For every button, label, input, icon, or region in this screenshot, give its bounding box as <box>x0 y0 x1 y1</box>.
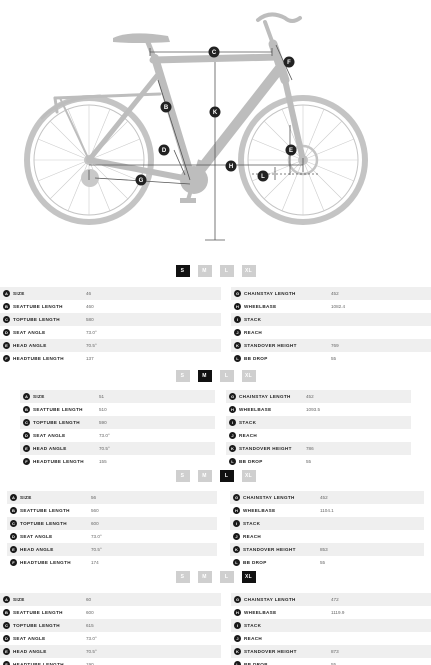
dimension-badge: E <box>3 648 10 655</box>
dimension-badge: L <box>234 355 241 362</box>
geometry-cell <box>7 504 217 517</box>
geometry-row <box>226 403 411 416</box>
dimension-value: 174 <box>91 560 99 565</box>
geometry-cell <box>7 556 217 569</box>
dimension-badge: G <box>235 291 240 296</box>
geometry-row <box>231 300 431 313</box>
dimension-badge: F <box>3 661 10 665</box>
dimension-badge: J <box>234 635 241 642</box>
dimension-value: 580 <box>86 317 94 322</box>
dimension-label: WHEELBASE <box>244 304 277 309</box>
marker-f <box>284 57 295 68</box>
geometry-cell <box>226 416 411 429</box>
geometry-cell <box>231 593 431 606</box>
geometry-cell <box>20 429 215 442</box>
dimension-value: 460 <box>86 304 94 309</box>
dimension-label: STACK <box>239 420 257 425</box>
geometry-row <box>230 530 424 543</box>
dimension-badge: F <box>3 355 10 362</box>
dimension-value: 55 <box>320 560 326 565</box>
geometry-row <box>0 326 221 339</box>
dimension-label: STANDOVER HEIGHT <box>239 446 292 451</box>
geometry-row <box>231 632 431 645</box>
geometry-cell <box>231 326 431 339</box>
size-tabs <box>0 370 431 382</box>
dimension-label: TOPTUBE LENGTH <box>20 521 67 526</box>
geometry-row <box>226 416 411 429</box>
dimension-value: 155 <box>99 459 107 464</box>
geometry-row <box>231 326 431 339</box>
geometry-cell <box>20 442 215 455</box>
geometry-cell <box>226 442 411 455</box>
dimension-badge: H <box>229 406 236 413</box>
dimension-badge: H <box>234 609 241 616</box>
size-tab-s[interactable]: S <box>176 370 190 382</box>
dimension-label: BB DROP <box>239 459 263 464</box>
dimension-label: SEATTUBE LENGTH <box>13 610 63 615</box>
dimension-badge: E <box>23 445 30 452</box>
svg-text:F: F <box>287 60 291 67</box>
dimension-label: STANDOVER HEIGHT <box>243 547 296 552</box>
dimension-value: 190 <box>86 662 94 665</box>
geometry-row <box>231 658 431 665</box>
geometry-row <box>231 313 431 326</box>
geometry-cell <box>231 645 431 658</box>
dimension-badge: K <box>234 648 241 655</box>
geometry-row <box>20 455 215 468</box>
geometry-cell <box>0 593 221 606</box>
dimension-label: HEAD ANGLE <box>13 649 47 654</box>
dimension-label: WHEELBASE <box>244 610 277 615</box>
dimension-label: HEADTUBE LENGTH <box>20 560 71 565</box>
geometry-cell <box>20 455 215 468</box>
geometry-cell <box>0 632 221 645</box>
geometry-row <box>0 300 221 313</box>
dimension-badge: H <box>233 507 240 514</box>
dimension-badge: C <box>3 622 10 629</box>
svg-text:D: D <box>161 148 167 155</box>
size-tab-l[interactable]: L <box>220 370 234 382</box>
dimension-value: 73.0° <box>86 330 97 335</box>
dimension-badge: I <box>229 419 236 426</box>
dimension-label: REACH <box>243 534 262 539</box>
geometry-row <box>0 313 221 326</box>
geometry-cell <box>226 429 411 442</box>
geometry-column-right <box>231 287 431 365</box>
geometry-table <box>20 390 411 468</box>
geometry-cell <box>226 455 411 468</box>
bike-geometry-diagram <box>0 0 431 255</box>
size-tabs <box>0 470 431 482</box>
dimension-value: 600 <box>91 521 99 526</box>
bike-silhouette <box>27 98 365 222</box>
dimension-badge: J <box>234 329 241 336</box>
geometry-row <box>0 287 221 300</box>
geometry-cell <box>0 658 221 665</box>
dimension-value: 46 <box>86 291 92 296</box>
dimension-value: 73.0° <box>91 534 102 539</box>
size-tabs <box>0 571 431 583</box>
marker-d <box>159 145 170 156</box>
dimension-badge: A <box>3 290 10 297</box>
dimension-badge: G <box>235 597 240 602</box>
dimension-label: SIZE <box>13 291 25 296</box>
dimension-value: 1082.4 <box>331 304 346 309</box>
dimension-label: BB DROP <box>244 662 268 665</box>
dimension-label: SEATTUBE LENGTH <box>13 304 63 309</box>
size-tab-s[interactable]: S <box>176 571 190 583</box>
geometry-row <box>231 593 431 606</box>
dimension-value: 1093.5 <box>306 407 321 412</box>
dimension-badge: K <box>234 342 241 349</box>
dimension-value: 452 <box>320 495 328 500</box>
geometry-cell <box>7 543 217 556</box>
dimension-label: HEADTUBE LENGTH <box>33 459 84 464</box>
size-tab-s[interactable]: S <box>176 470 190 482</box>
size-tabs <box>0 265 431 277</box>
geometry-row <box>0 632 221 645</box>
geometry-cell <box>0 619 221 632</box>
geometry-column-right <box>230 491 424 569</box>
svg-text:B: B <box>163 105 169 112</box>
dimension-label: TOPTUBE LENGTH <box>13 317 60 322</box>
dimension-badge: H <box>234 303 241 310</box>
geometry-column-left <box>0 287 221 365</box>
size-tab-s[interactable]: S <box>176 265 190 277</box>
size-tab-xl[interactable]: XL <box>242 370 256 382</box>
dimension-badge: J <box>233 533 240 540</box>
dimension-value: 51 <box>99 394 105 399</box>
dimension-value: 1104.1 <box>320 508 334 513</box>
geometry-row <box>0 658 221 665</box>
dimension-badge: A <box>3 596 10 603</box>
marker-l <box>258 171 269 182</box>
dimension-label: SIZE <box>20 495 32 500</box>
dimension-label: WHEELBASE <box>239 407 272 412</box>
geometry-row <box>230 543 424 556</box>
geometry-cell <box>230 543 424 556</box>
dimension-badge: E <box>10 546 17 553</box>
dimension-badge: B <box>3 303 10 310</box>
bike-frame <box>42 14 303 180</box>
dimension-badge: A <box>10 494 17 501</box>
geometry-row <box>7 556 217 569</box>
geometry-cell <box>20 390 215 403</box>
dimension-label: TOPTUBE LENGTH <box>33 420 80 425</box>
dimension-label: REACH <box>244 636 263 641</box>
svg-text:G: G <box>138 178 144 185</box>
geometry-row <box>0 645 221 658</box>
geometry-cell <box>0 352 221 365</box>
dimension-value: 1119.9 <box>331 610 345 615</box>
size-tab-xl[interactable]: XL <box>242 265 256 277</box>
dimension-value: 55 <box>306 459 312 464</box>
geometry-column-left <box>0 593 221 665</box>
dimension-badge: A <box>23 393 30 400</box>
geometry-table <box>7 491 424 569</box>
geometry-cell <box>0 326 221 339</box>
geometry-cell <box>231 658 431 665</box>
size-tab-m[interactable]: M <box>198 265 212 277</box>
dimension-badge: C <box>10 520 17 527</box>
dimension-badge: L <box>234 661 241 665</box>
geometry-row <box>20 429 215 442</box>
dimension-label: SIZE <box>13 597 25 602</box>
dimension-badge: E <box>3 342 10 349</box>
dimension-value: 73.0° <box>99 433 110 438</box>
dimension-badge: C <box>3 316 10 323</box>
dimension-value: 55 <box>331 662 337 665</box>
geometry-cell <box>20 416 215 429</box>
geometry-row <box>0 593 221 606</box>
geometry-cell <box>0 313 221 326</box>
dimension-label: HEAD ANGLE <box>20 547 54 552</box>
dimension-badge: B <box>10 507 17 514</box>
marker-g <box>136 175 147 186</box>
dimension-label: BB DROP <box>243 560 267 565</box>
geometry-cell <box>231 352 431 365</box>
marker-e <box>286 145 297 156</box>
dimension-value: 70.5° <box>86 649 97 654</box>
marker-b <box>161 102 172 113</box>
dimension-value: 873 <box>331 649 339 654</box>
dimension-value: 55 <box>331 356 337 361</box>
dimension-label: CHAINSTAY LENGTH <box>239 394 291 399</box>
dimension-label: REACH <box>244 330 263 335</box>
dimension-label: HEADTUBE LENGTH <box>13 356 64 361</box>
geometry-cell <box>231 287 431 300</box>
dimension-label: SEAT ANGLE <box>13 330 46 335</box>
dimension-badge: F <box>23 458 30 465</box>
dimension-label: STACK <box>243 521 261 526</box>
dimension-badge: C <box>23 419 30 426</box>
size-tab-xl[interactable]: XL <box>242 470 256 482</box>
dimension-label: SEAT ANGLE <box>13 636 46 641</box>
dimension-badge: J <box>229 432 236 439</box>
size-tab-m[interactable]: M <box>198 571 212 583</box>
dimension-label: REACH <box>239 433 258 438</box>
svg-text:C: C <box>211 50 217 57</box>
size-tab-l[interactable]: L <box>220 470 234 482</box>
geometry-cell <box>230 517 424 530</box>
geometry-row <box>7 491 217 504</box>
geometry-row <box>231 619 431 632</box>
size-tab-xl[interactable]: XL <box>242 571 256 583</box>
dimension-badge: K <box>233 546 240 553</box>
geometry-row <box>7 543 217 556</box>
size-tab-m[interactable]: M <box>198 370 212 382</box>
geometry-row <box>0 606 221 619</box>
geometry-row <box>230 491 424 504</box>
dimension-label: SEAT ANGLE <box>20 534 53 539</box>
saddle <box>113 33 170 43</box>
geometry-cell <box>0 645 221 658</box>
dimension-label: STANDOVER HEIGHT <box>244 649 297 654</box>
geometry-cell <box>20 403 215 416</box>
svg-text:H: H <box>228 164 234 171</box>
dimension-label: CHAINSTAY LENGTH <box>244 597 296 602</box>
dimension-badge: I <box>234 622 241 629</box>
dimension-value: 615 <box>86 623 94 628</box>
geometry-cell <box>231 300 431 313</box>
dimension-value: 452 <box>306 394 314 399</box>
svg-text:E: E <box>288 148 294 155</box>
dimension-badge: I <box>234 316 241 323</box>
dimension-label: STACK <box>244 317 262 322</box>
geometry-cell <box>226 403 411 416</box>
geometry-cell <box>231 632 431 645</box>
size-tab-l[interactable]: L <box>220 265 234 277</box>
dimension-label: STACK <box>244 623 262 628</box>
dimension-label: CHAINSTAY LENGTH <box>244 291 296 296</box>
geometry-cell <box>230 556 424 569</box>
geometry-cell <box>230 530 424 543</box>
geometry-table <box>0 593 431 665</box>
size-tab-l[interactable]: L <box>220 571 234 583</box>
svg-text:K: K <box>212 110 218 117</box>
geometry-row <box>20 403 215 416</box>
geometry-cell <box>230 504 424 517</box>
geometry-row <box>7 504 217 517</box>
dimension-value: 786 <box>306 446 314 451</box>
geometry-row <box>226 390 411 403</box>
dimension-label: SIZE <box>33 394 45 399</box>
dimension-label: HEAD ANGLE <box>33 446 67 451</box>
geometry-row <box>226 442 411 455</box>
dimension-value: 560 <box>91 508 99 513</box>
dimension-badge: I <box>233 520 240 527</box>
marker-h <box>226 161 237 172</box>
geometry-cell <box>231 606 431 619</box>
geometry-cell <box>230 491 424 504</box>
dimension-value: 56 <box>91 495 97 500</box>
dimension-value: 73.0° <box>86 636 97 641</box>
geometry-cell <box>231 339 431 352</box>
dimension-badge: B <box>23 406 30 413</box>
dimension-value: 70.5° <box>99 446 110 451</box>
dimension-label: HEADTUBE LENGTH <box>13 662 64 665</box>
geometry-column-right <box>231 593 431 665</box>
geometry-row <box>0 339 221 352</box>
dimension-badge: L <box>233 559 240 566</box>
dimension-badge: D <box>10 533 17 540</box>
dimension-value: 853 <box>320 547 328 552</box>
dimension-label: HEAD ANGLE <box>13 343 47 348</box>
svg-text:L: L <box>261 174 265 181</box>
geometry-table <box>0 287 431 365</box>
geometry-row <box>231 352 431 365</box>
dimension-badge: B <box>3 609 10 616</box>
dimension-value: 590 <box>99 420 107 425</box>
dimension-value: 600 <box>86 610 94 615</box>
dimension-badge: L <box>229 458 236 465</box>
geometry-row <box>230 504 424 517</box>
dimension-label: TOPTUBE LENGTH <box>13 623 60 628</box>
dimension-label: STANDOVER HEIGHT <box>244 343 297 348</box>
geometry-cell <box>231 619 431 632</box>
geometry-row <box>230 517 424 530</box>
dimension-label: BB DROP <box>244 356 268 361</box>
dimension-value: 510 <box>99 407 107 412</box>
geometry-row <box>20 442 215 455</box>
geometry-cell <box>7 530 217 543</box>
geometry-column-right <box>226 390 411 468</box>
geometry-row <box>230 556 424 569</box>
geometry-row <box>231 645 431 658</box>
geometry-column-left <box>20 390 215 468</box>
dimension-value: 60 <box>86 597 92 602</box>
geometry-cell <box>7 517 217 530</box>
geometry-cell <box>231 313 431 326</box>
dimension-value: 70.5° <box>91 547 102 552</box>
dimension-value: 769 <box>331 343 339 348</box>
geometry-row <box>226 455 411 468</box>
marker-k <box>210 107 221 118</box>
dimension-badge: G <box>230 394 235 399</box>
geometry-row <box>20 416 215 429</box>
dimension-label: SEATTUBE LENGTH <box>20 508 70 513</box>
geometry-column-left <box>7 491 217 569</box>
geometry-cell <box>7 491 217 504</box>
geometry-row <box>231 339 431 352</box>
geometry-cell <box>0 287 221 300</box>
dimension-badge: F <box>10 559 17 566</box>
geometry-row <box>231 606 431 619</box>
dimension-badge: G <box>234 495 239 500</box>
marker-c <box>209 47 220 58</box>
dimension-value: 137 <box>86 356 94 361</box>
dimension-badge: D <box>3 329 10 336</box>
geometry-cell <box>0 339 221 352</box>
dimension-value: 452 <box>331 291 339 296</box>
dimension-badge: K <box>229 445 236 452</box>
geometry-row <box>7 530 217 543</box>
geometry-row <box>20 390 215 403</box>
geometry-cell <box>0 300 221 313</box>
geometry-cell <box>0 606 221 619</box>
dimension-value: 472 <box>331 597 339 602</box>
geometry-row <box>231 287 431 300</box>
geometry-cell <box>226 390 411 403</box>
geometry-row <box>0 352 221 365</box>
dimension-label: WHEELBASE <box>243 508 276 513</box>
dimension-badge: D <box>3 635 10 642</box>
geometry-row <box>226 429 411 442</box>
geometry-row <box>0 619 221 632</box>
dimension-label: CHAINSTAY LENGTH <box>243 495 295 500</box>
size-tab-m[interactable]: M <box>198 470 212 482</box>
dimension-badge: D <box>23 432 30 439</box>
dimension-label: SEATTUBE LENGTH <box>33 407 83 412</box>
geometry-row <box>7 517 217 530</box>
dimension-label: SEAT ANGLE <box>33 433 66 438</box>
dimension-value: 70.5° <box>86 343 97 348</box>
